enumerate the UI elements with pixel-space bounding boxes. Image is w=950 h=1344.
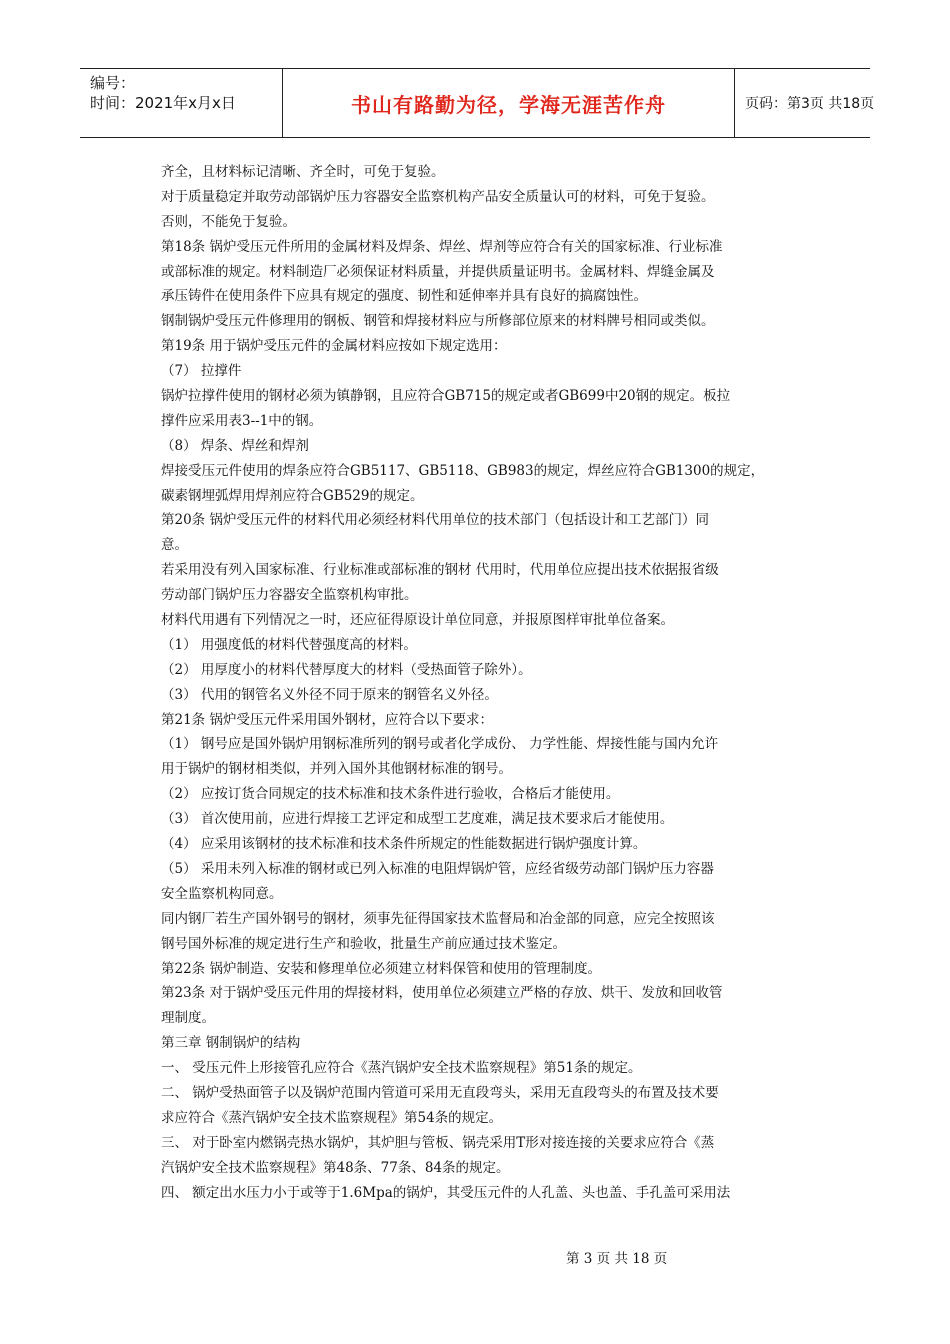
text-line: 齐全，且材料标记清晰、齐全时，可免于复验。: [161, 164, 445, 180]
text-line: 第20条 锅炉受压元件的材料代用必须经材料代用单位的技术部门（包括设计和工艺部门）同: [161, 512, 709, 529]
text-line: 四、 额定出水压力小于或等于1.6Mpa的锅炉，其受压元件的人孔盖、头也盖、手孔盖可采用法: [161, 1184, 731, 1201]
header-meta: [80, 69, 283, 137]
text-line: 第18条 锅炉受压元件所用的金属材料及焊条、焊丝、焊剂等应符合有关的国家标准、行业标准: [161, 238, 723, 255]
footer-page-number: 第 3 页 共 18 页: [566, 1251, 668, 1267]
text-line: 求应符合《蒸汽锅炉安全技术监察规程》第54条的规定。: [161, 1109, 503, 1126]
text-line: 安全监察机构同意。: [161, 885, 283, 902]
header-page-info: 页码：第3页 共18页: [745, 96, 875, 112]
text-line: 若采用没有列入国家标准、行业标准或部标准的钢材 代用时，代用单位应提出技术依据报省级: [161, 562, 719, 579]
text-line: 碳素钢埋弧焊用焊剂应符合GB529的规定。: [161, 487, 424, 504]
text-line: 劳动部门锅炉压力容器安全监察机构审批。: [161, 587, 418, 604]
text-line: （7） 拉撑件: [161, 363, 242, 380]
text-line: 或部标准的规定。材料制造厂必须保证材料质量，并提供质量证明书。金属材料、焊缝金属及: [161, 263, 715, 280]
number-label: 编号：: [90, 74, 136, 92]
text-line: （8） 焊条、焊丝和焊剂: [161, 437, 309, 454]
text-line: （2） 用厚度小的材料代替厚度大的材料（受热面管子除外）。: [161, 661, 532, 678]
text-line: 撑件应采用表3--1中的钢。: [161, 412, 323, 429]
text-line: 材料代用遇有下列情况之一时，还应征得原设计单位同意，并报原图样审批单位备案。: [161, 612, 674, 629]
text-line: 二、 锅炉受热面管子以及锅炉范围内管道可采用无直段弯头，采用无直段弯头的布置及技术要: [161, 1084, 719, 1101]
text-line: 否则，不能免于复验。: [161, 213, 296, 230]
text-line: （2） 应按订货合同规定的技术标准和技术条件进行验收，合格后才能使用。: [161, 786, 620, 803]
text-line: 承压铸件在使用条件下应具有规定的强度、韧性和延伸率并具有良好的搞腐蚀性。: [161, 288, 647, 305]
text-line: （5） 采用未列入标准的钢材或已列入标准的电阻焊锅炉管，应经省级劳动部门锅炉压力容器: [161, 860, 714, 877]
text-line: 焊接受压元件使用的焊条应符合GB5117、GB5118、GB983的规定，焊丝应符合GB1300的规定，: [161, 462, 765, 479]
text-line: 第22条 锅炉制造、安装和修理单位必须建立材料保管和使用的管理制度。: [161, 960, 601, 977]
time-label: 时间：2021年x月x日: [90, 94, 236, 112]
text-line: 钢制锅炉受压元件修理用的钢板、钢管和焊接材料应与所修部位原来的材料牌号相同或类似。: [161, 313, 715, 330]
text-line: 同内钢厂若生产国外钢号的钢材，须事先征得国家技术监督局和冶金部的同意，应完全按照该: [161, 910, 715, 927]
document-body: [161, 160, 773, 1205]
text-line: 第21条 锅炉受压元件采用国外钢材，应符合以下要求：: [161, 711, 493, 728]
text-line: （4） 应采用该钢材的技术标准和技术条件所规定的性能数据进行锅炉强度计算。: [161, 836, 647, 853]
text-line: 锅炉拉撑件使用的钢材必须为镇静钢，且应符合GB715的规定或者GB699中20钢的规定。板拉: [161, 388, 731, 405]
text-line: 一、 受压元件上形接管孔应符合《蒸汽锅炉安全技术监察规程》第51条的规定。: [161, 1060, 642, 1077]
text-line: 三、 对于卧室内燃锅壳热水锅炉，其炉胆与管板、锅壳采用T形对接连接的关要求应符合《蒸: [161, 1134, 715, 1151]
text-line: 理制度。: [161, 1010, 215, 1027]
text-line: 意。: [161, 537, 188, 554]
text-line: （3） 首次使用前，应进行焊接工艺评定和成型工艺度难，满足技术要求后才能使用。: [161, 811, 674, 828]
text-line: 用于锅炉的钢材相类似，并列入国外其他钢材标准的钢号。: [161, 761, 512, 778]
text-line: （3） 代用的钢管名义外径不同于原来的钢管名义外径。: [161, 686, 498, 703]
text-line: （1） 钢号应是国外锅炉用钢标准所列的钢号或者化学成份、 力学性能、焊接性能与国内允许: [161, 736, 719, 753]
text-line: 汽锅炉安全技术监察规程》第48条、77条、84条的规定。: [161, 1159, 510, 1176]
text-line: 第19条 用于锅炉受压元件的金属材料应按如下规定选用：: [161, 338, 507, 355]
page-header: [80, 68, 875, 138]
text-line: （1） 用强度低的材料代替强度高的材料。: [161, 636, 417, 653]
text-line: 第23条 对于锅炉受压元件用的焊接材料，使用单位必须建立严格的存放、烘干、发放和回收管: [161, 985, 723, 1002]
header-motto: 书山有路勤为径，学海无涯苦作舟: [283, 69, 735, 137]
text-line: 钢号国外标准的规定进行生产和验收，批量生产前应通过技术鉴定。: [161, 935, 566, 952]
text-line: 对于质量稳定并取劳动部锅炉压力容器安全监察机构产品安全质量认可的材料，可免于复验。: [161, 188, 715, 205]
text-line: 第三章 钢制锅炉的结构: [161, 1035, 301, 1052]
